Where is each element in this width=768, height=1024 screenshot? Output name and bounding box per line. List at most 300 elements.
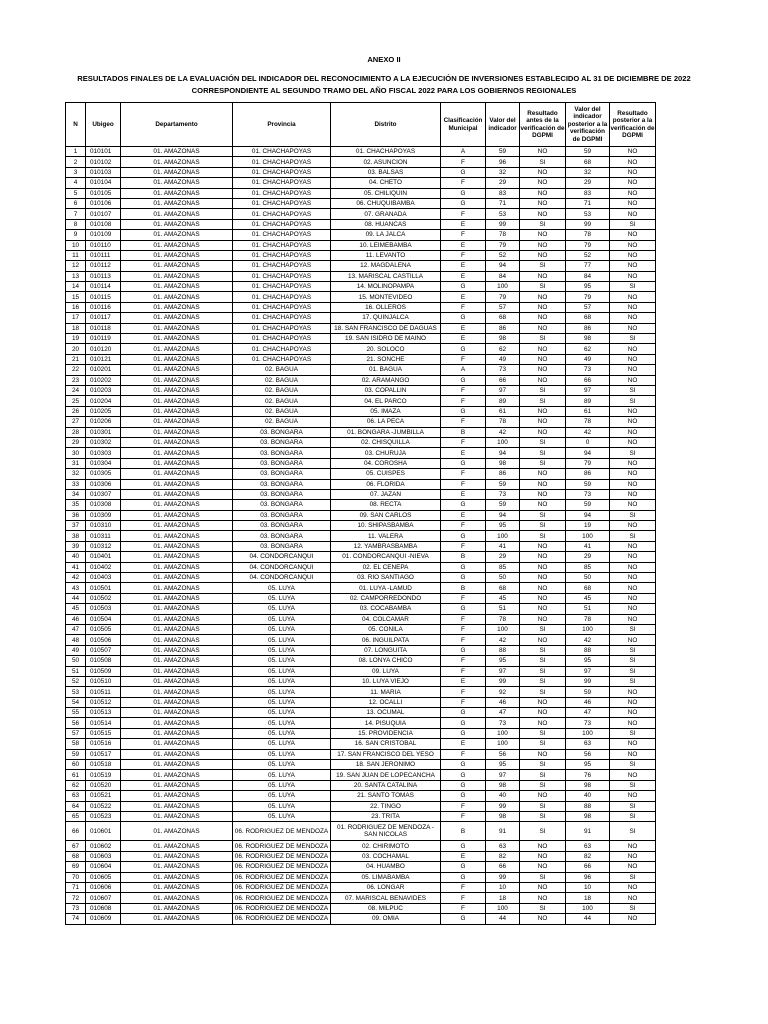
cell-provincia: 04. CONDORCANQUI <box>233 562 331 572</box>
cell-departamento: 01. AMAZONAS <box>121 914 233 924</box>
cell-valor: 100 <box>486 437 520 447</box>
cell-valor-posterior: 66 <box>566 862 610 872</box>
cell-ubigeo: 010609 <box>86 914 121 924</box>
cell-valor: 97 <box>486 770 520 780</box>
table-row <box>66 882 656 892</box>
cell-valor: 63 <box>486 841 520 851</box>
cell-resultado-antes: NO <box>520 500 566 510</box>
cell-departamento: 01. AMAZONAS <box>121 396 233 406</box>
table-row <box>66 841 656 851</box>
cell-clasificacion: F <box>441 396 486 406</box>
cell-provincia: 03. BONGARA <box>233 427 331 437</box>
cell-resultado-posterior: NO <box>610 292 656 302</box>
cell-provincia: 03. BONGARA <box>233 448 331 458</box>
cell-n: 31 <box>66 458 86 468</box>
cell-distrito: 03. COCABAMBA <box>331 604 441 614</box>
cell-resultado-antes: SI <box>520 531 566 541</box>
cell-valor: 18 <box>486 893 520 903</box>
cell-valor-posterior: 95 <box>566 760 610 770</box>
cell-valor: 40 <box>486 791 520 801</box>
cell-provincia: 01. CHACHAPOYAS <box>233 292 331 302</box>
cell-provincia: 03. BONGARA <box>233 469 331 479</box>
cell-clasificacion: B <box>441 822 486 841</box>
cell-departamento: 01. AMAZONAS <box>121 862 233 872</box>
cell-clasificacion: G <box>441 872 486 882</box>
table-row <box>66 541 656 551</box>
cell-clasificacion: E <box>441 261 486 271</box>
cell-valor-posterior: 96 <box>566 872 610 882</box>
cell-provincia: 06. RODRIGUEZ DE MENDOZA <box>233 914 331 924</box>
cell-resultado-antes: NO <box>520 583 566 593</box>
cell-n: 7 <box>66 209 86 219</box>
cell-ubigeo: 010303 <box>86 448 121 458</box>
cell-resultado-antes: NO <box>520 697 566 707</box>
cell-departamento: 01. AMAZONAS <box>121 718 233 728</box>
cell-resultado-antes: NO <box>520 209 566 219</box>
cell-ubigeo: 010514 <box>86 718 121 728</box>
cell-ubigeo: 010112 <box>86 261 121 271</box>
table-header-row <box>66 103 656 147</box>
cell-provincia: 02. BAGUA <box>233 417 331 427</box>
cell-resultado-antes: NO <box>520 914 566 924</box>
cell-valor-posterior: 63 <box>566 841 610 851</box>
cell-ubigeo: 010304 <box>86 458 121 468</box>
cell-distrito: 18. SAN FRANCISCO DE DAGUAS <box>331 323 441 333</box>
cell-ubigeo: 010606 <box>86 882 121 892</box>
cell-resultado-antes: SI <box>520 812 566 822</box>
cell-n: 24 <box>66 385 86 395</box>
cell-valor-posterior: 44 <box>566 914 610 924</box>
cell-provincia: 04. CONDORCANQUI <box>233 552 331 562</box>
header-distrito: Distrito <box>331 103 441 147</box>
cell-departamento: 01. AMAZONAS <box>121 903 233 913</box>
cell-valor-posterior: 32 <box>566 167 610 177</box>
cell-clasificacion: F <box>441 157 486 167</box>
header-departamento: Departamento <box>121 103 233 147</box>
cell-provincia: 01. CHACHAPOYAS <box>233 230 331 240</box>
cell-provincia: 05. LUYA <box>233 718 331 728</box>
cell-valor-posterior: 73 <box>566 718 610 728</box>
cell-provincia: 05. LUYA <box>233 749 331 759</box>
cell-resultado-posterior: NO <box>610 697 656 707</box>
cell-provincia: 01. CHACHAPOYAS <box>233 261 331 271</box>
cell-valor-posterior: 51 <box>566 604 610 614</box>
cell-valor: 79 <box>486 240 520 250</box>
cell-resultado-posterior: NO <box>610 344 656 354</box>
cell-valor: 100 <box>486 531 520 541</box>
cell-resultado-posterior: SI <box>610 531 656 541</box>
cell-departamento: 01. AMAZONAS <box>121 697 233 707</box>
cell-valor: 83 <box>486 188 520 198</box>
cell-valor-posterior: 88 <box>566 801 610 811</box>
cell-distrito: 01. CONDORCANQUI -NIEVA <box>331 552 441 562</box>
cell-valor: 53 <box>486 209 520 219</box>
cell-distrito: 07. MARISCAL BENAVIDES <box>331 893 441 903</box>
cell-ubigeo: 010501 <box>86 583 121 593</box>
cell-distrito: 01. LUYA -LAMUD <box>331 583 441 593</box>
cell-n: 35 <box>66 500 86 510</box>
cell-valor: 47 <box>486 708 520 718</box>
cell-departamento: 01. AMAZONAS <box>121 157 233 167</box>
cell-departamento: 01. AMAZONAS <box>121 635 233 645</box>
cell-departamento: 01. AMAZONAS <box>121 375 233 385</box>
table-row <box>66 593 656 603</box>
cell-resultado-posterior: NO <box>610 365 656 375</box>
cell-departamento: 01. AMAZONAS <box>121 739 233 749</box>
cell-clasificacion: F <box>441 521 486 531</box>
cell-valor: 50 <box>486 573 520 583</box>
cell-distrito: 15. MONTEVIDEO <box>331 292 441 302</box>
table-row <box>66 914 656 924</box>
cell-clasificacion: G <box>441 914 486 924</box>
cell-distrito: 02. EL CENEPA <box>331 562 441 572</box>
cell-departamento: 01. AMAZONAS <box>121 573 233 583</box>
cell-resultado-antes: SI <box>520 687 566 697</box>
cell-valor-posterior: 98 <box>566 780 610 790</box>
cell-departamento: 01. AMAZONAS <box>121 760 233 770</box>
cell-provincia: 01. CHACHAPOYAS <box>233 282 331 292</box>
table-row <box>66 718 656 728</box>
cell-distrito: 05. CHILIQUIN <box>331 188 441 198</box>
cell-departamento: 01. AMAZONAS <box>121 427 233 437</box>
cell-valor-posterior: 59 <box>566 500 610 510</box>
cell-valor-posterior: 100 <box>566 903 610 913</box>
cell-distrito: 10. LEIMEBAMBA <box>331 240 441 250</box>
cell-ubigeo: 010507 <box>86 645 121 655</box>
cell-clasificacion: F <box>441 882 486 892</box>
cell-valor: 59 <box>486 500 520 510</box>
cell-resultado-antes: SI <box>520 760 566 770</box>
table-row <box>66 812 656 822</box>
cell-resultado-posterior: NO <box>610 593 656 603</box>
cell-distrito: 10. LUYA VIEJO <box>331 676 441 686</box>
cell-valor: 61 <box>486 406 520 416</box>
cell-clasificacion: F <box>441 635 486 645</box>
cell-valor: 86 <box>486 469 520 479</box>
cell-ubigeo: 010510 <box>86 676 121 686</box>
cell-valor-posterior: 29 <box>566 552 610 562</box>
cell-valor-posterior: 45 <box>566 593 610 603</box>
header-resultado-antes: Resultado antes de la verificación de DGPMI <box>520 103 566 147</box>
table-row <box>66 396 656 406</box>
cell-resultado-posterior: NO <box>610 604 656 614</box>
cell-clasificacion: G <box>441 791 486 801</box>
cell-provincia: 05. LUYA <box>233 708 331 718</box>
cell-provincia: 05. LUYA <box>233 760 331 770</box>
cell-ubigeo: 010602 <box>86 841 121 851</box>
header-valor-posterior: Valor del indicador posterior a la verificación de DGPMI <box>566 103 610 147</box>
cell-distrito: 16. OLLEROS <box>331 302 441 312</box>
cell-provincia: 02. BAGUA <box>233 396 331 406</box>
cell-resultado-posterior: NO <box>610 749 656 759</box>
cell-n: 58 <box>66 739 86 749</box>
cell-ubigeo: 010311 <box>86 531 121 541</box>
cell-provincia: 05. LUYA <box>233 812 331 822</box>
cell-valor-posterior: 78 <box>566 417 610 427</box>
cell-resultado-antes: NO <box>520 167 566 177</box>
cell-n: 25 <box>66 396 86 406</box>
cell-n: 12 <box>66 261 86 271</box>
cell-resultado-antes: NO <box>520 354 566 364</box>
cell-provincia: 01. CHACHAPOYAS <box>233 198 331 208</box>
cell-ubigeo: 010503 <box>86 604 121 614</box>
cell-valor: 94 <box>486 510 520 520</box>
cell-departamento: 01. AMAZONAS <box>121 458 233 468</box>
cell-distrito: 07. JAZAN <box>331 489 441 499</box>
table-row <box>66 645 656 655</box>
cell-n: 47 <box>66 624 86 634</box>
cell-resultado-posterior: NO <box>610 354 656 364</box>
cell-valor: 88 <box>486 645 520 655</box>
cell-n: 59 <box>66 749 86 759</box>
cell-resultado-antes: SI <box>520 903 566 913</box>
cell-n: 6 <box>66 198 86 208</box>
cell-departamento: 01. AMAZONAS <box>121 219 233 229</box>
cell-resultado-antes: SI <box>520 437 566 447</box>
cell-departamento: 01. AMAZONAS <box>121 791 233 801</box>
table-row <box>66 562 656 572</box>
cell-ubigeo: 010107 <box>86 209 121 219</box>
cell-valor-posterior: 76 <box>566 770 610 780</box>
cell-valor: 78 <box>486 417 520 427</box>
cell-ubigeo: 010505 <box>86 624 121 634</box>
cell-resultado-posterior: SI <box>610 624 656 634</box>
cell-resultado-posterior: NO <box>610 209 656 219</box>
cell-departamento: 01. AMAZONAS <box>121 604 233 614</box>
cell-departamento: 01. AMAZONAS <box>121 354 233 364</box>
cell-provincia: 03. BONGARA <box>233 489 331 499</box>
cell-resultado-antes: SI <box>520 219 566 229</box>
cell-resultado-antes: NO <box>520 604 566 614</box>
cell-n: 71 <box>66 882 86 892</box>
cell-n: 28 <box>66 427 86 437</box>
cell-valor: 96 <box>486 157 520 167</box>
cell-provincia: 06. RODRIGUEZ DE MENDOZA <box>233 862 331 872</box>
cell-resultado-posterior: NO <box>610 230 656 240</box>
cell-ubigeo: 010517 <box>86 749 121 759</box>
cell-resultado-posterior: NO <box>610 500 656 510</box>
table-row <box>66 583 656 593</box>
cell-distrito: 06. LA PECA <box>331 417 441 427</box>
table-row <box>66 862 656 872</box>
cell-n: 39 <box>66 541 86 551</box>
cell-departamento: 01. AMAZONAS <box>121 489 233 499</box>
cell-n: 54 <box>66 697 86 707</box>
cell-clasificacion: G <box>441 770 486 780</box>
cell-n: 16 <box>66 302 86 312</box>
cell-resultado-antes: NO <box>520 198 566 208</box>
cell-departamento: 01. AMAZONAS <box>121 624 233 634</box>
cell-provincia: 05. LUYA <box>233 728 331 738</box>
cell-n: 66 <box>66 822 86 841</box>
cell-resultado-antes: SI <box>520 458 566 468</box>
cell-resultado-antes: NO <box>520 614 566 624</box>
cell-provincia: 03. BONGARA <box>233 510 331 520</box>
cell-departamento: 01. AMAZONAS <box>121 147 233 157</box>
cell-resultado-antes: NO <box>520 178 566 188</box>
cell-n: 30 <box>66 448 86 458</box>
table-row <box>66 313 656 323</box>
cell-clasificacion: E <box>441 292 486 302</box>
cell-departamento: 01. AMAZONAS <box>121 209 233 219</box>
cell-ubigeo: 010603 <box>86 851 121 861</box>
cell-clasificacion: E <box>441 448 486 458</box>
cell-resultado-antes: SI <box>520 666 566 676</box>
cell-valor-posterior: 85 <box>566 562 610 572</box>
cell-n: 51 <box>66 666 86 676</box>
cell-valor: 98 <box>486 812 520 822</box>
cell-provincia: 01. CHACHAPOYAS <box>233 240 331 250</box>
cell-provincia: 05. LUYA <box>233 687 331 697</box>
table-row <box>66 760 656 770</box>
cell-valor-posterior: 95 <box>566 656 610 666</box>
cell-distrito: 09. LUYA <box>331 666 441 676</box>
cell-n: 13 <box>66 271 86 281</box>
cell-valor: 99 <box>486 219 520 229</box>
cell-valor: 42 <box>486 635 520 645</box>
cell-valor-posterior: 63 <box>566 739 610 749</box>
cell-departamento: 01. AMAZONAS <box>121 323 233 333</box>
cell-ubigeo: 010201 <box>86 365 121 375</box>
cell-resultado-posterior: SI <box>610 645 656 655</box>
cell-ubigeo: 010114 <box>86 282 121 292</box>
cell-provincia: 01. CHACHAPOYAS <box>233 188 331 198</box>
cell-ubigeo: 010521 <box>86 791 121 801</box>
cell-valor: 95 <box>486 521 520 531</box>
cell-valor: 42 <box>486 427 520 437</box>
cell-distrito: 02. ARAMANGO <box>331 375 441 385</box>
cell-departamento: 01. AMAZONAS <box>121 728 233 738</box>
cell-resultado-antes: SI <box>520 157 566 167</box>
cell-ubigeo: 010513 <box>86 708 121 718</box>
cell-provincia: 05. LUYA <box>233 770 331 780</box>
cell-clasificacion: B <box>441 583 486 593</box>
cell-valor: 78 <box>486 614 520 624</box>
cell-n: 10 <box>66 240 86 250</box>
cell-distrito: 05. LIMABAMBA <box>331 872 441 882</box>
cell-resultado-antes: NO <box>520 552 566 562</box>
cell-provincia: 02. BAGUA <box>233 385 331 395</box>
table-row <box>66 292 656 302</box>
table-row <box>66 365 656 375</box>
cell-provincia: 02. BAGUA <box>233 375 331 385</box>
cell-n: 20 <box>66 344 86 354</box>
cell-resultado-posterior: SI <box>610 760 656 770</box>
cell-n: 48 <box>66 635 86 645</box>
cell-departamento: 01. AMAZONAS <box>121 313 233 323</box>
cell-valor: 98 <box>486 458 520 468</box>
cell-departamento: 01. AMAZONAS <box>121 812 233 822</box>
cell-resultado-antes: NO <box>520 147 566 157</box>
cell-valor-posterior: 94 <box>566 510 610 520</box>
table-row <box>66 385 656 395</box>
cell-valor: 92 <box>486 687 520 697</box>
cell-distrito: 19. SAN JUAN DE LOPECANCHA <box>331 770 441 780</box>
cell-resultado-antes: NO <box>520 841 566 851</box>
cell-departamento: 01. AMAZONAS <box>121 882 233 892</box>
cell-clasificacion: E <box>441 489 486 499</box>
header-resultado-posterior: Resultado posterior a la verificación de DGPMI <box>610 103 656 147</box>
cell-resultado-antes: NO <box>520 292 566 302</box>
cell-ubigeo: 010108 <box>86 219 121 229</box>
cell-provincia: 01. CHACHAPOYAS <box>233 271 331 281</box>
cell-provincia: 01. CHACHAPOYAS <box>233 178 331 188</box>
cell-ubigeo: 010401 <box>86 552 121 562</box>
cell-departamento: 01. AMAZONAS <box>121 822 233 841</box>
cell-clasificacion: F <box>441 250 486 260</box>
cell-departamento: 01. AMAZONAS <box>121 188 233 198</box>
cell-provincia: 05. LUYA <box>233 624 331 634</box>
cell-clasificacion: G <box>441 708 486 718</box>
cell-resultado-antes: NO <box>520 375 566 385</box>
cell-resultado-antes: NO <box>520 479 566 489</box>
cell-ubigeo: 010504 <box>86 614 121 624</box>
cell-provincia: 03. BONGARA <box>233 479 331 489</box>
cell-distrito: 13. MARISCAL CASTILLA <box>331 271 441 281</box>
cell-valor: 46 <box>486 697 520 707</box>
cell-n: 9 <box>66 230 86 240</box>
cell-valor-posterior: 68 <box>566 583 610 593</box>
cell-valor: 99 <box>486 872 520 882</box>
cell-departamento: 01. AMAZONAS <box>121 365 233 375</box>
cell-resultado-antes: SI <box>520 728 566 738</box>
cell-resultado-posterior: NO <box>610 489 656 499</box>
table-row <box>66 903 656 913</box>
cell-distrito: 11. VALERA <box>331 531 441 541</box>
cell-ubigeo: 010116 <box>86 302 121 312</box>
cell-provincia: 03. BONGARA <box>233 521 331 531</box>
cell-ubigeo: 010512 <box>86 697 121 707</box>
cell-ubigeo: 010109 <box>86 230 121 240</box>
cell-resultado-posterior: NO <box>610 521 656 531</box>
cell-resultado-antes: NO <box>520 882 566 892</box>
cell-clasificacion: G <box>441 718 486 728</box>
cell-provincia: 01. CHACHAPOYAS <box>233 157 331 167</box>
cell-valor-posterior: 10 <box>566 882 610 892</box>
cell-resultado-posterior: NO <box>610 583 656 593</box>
cell-departamento: 01. AMAZONAS <box>121 531 233 541</box>
cell-departamento: 01. AMAZONAS <box>121 893 233 903</box>
cell-clasificacion: G <box>441 282 486 292</box>
cell-valor: 66 <box>486 862 520 872</box>
cell-valor: 73 <box>486 489 520 499</box>
cell-clasificacion: F <box>441 541 486 551</box>
header-valor-indicador: Valor del indicador <box>486 103 520 147</box>
cell-provincia: 06. RODRIGUEZ DE MENDOZA <box>233 851 331 861</box>
cell-n: 21 <box>66 354 86 364</box>
cell-n: 45 <box>66 604 86 614</box>
cell-clasificacion: F <box>441 812 486 822</box>
cell-resultado-posterior: NO <box>610 271 656 281</box>
cell-valor: 49 <box>486 354 520 364</box>
cell-ubigeo: 010102 <box>86 157 121 167</box>
cell-valor-posterior: 99 <box>566 219 610 229</box>
cell-ubigeo: 010518 <box>86 760 121 770</box>
cell-resultado-posterior: SI <box>610 872 656 882</box>
cell-clasificacion: F <box>441 903 486 913</box>
cell-departamento: 01. AMAZONAS <box>121 167 233 177</box>
cell-resultado-posterior: SI <box>610 385 656 395</box>
cell-valor: 95 <box>486 760 520 770</box>
cell-departamento: 01. AMAZONAS <box>121 541 233 551</box>
cell-resultado-posterior: NO <box>610 893 656 903</box>
cell-departamento: 01. AMAZONAS <box>121 198 233 208</box>
cell-resultado-posterior: NO <box>610 541 656 551</box>
cell-ubigeo: 010113 <box>86 271 121 281</box>
cell-n: 62 <box>66 780 86 790</box>
cell-valor: 85 <box>486 562 520 572</box>
cell-provincia: 06. RODRIGUEZ DE MENDOZA <box>233 872 331 882</box>
